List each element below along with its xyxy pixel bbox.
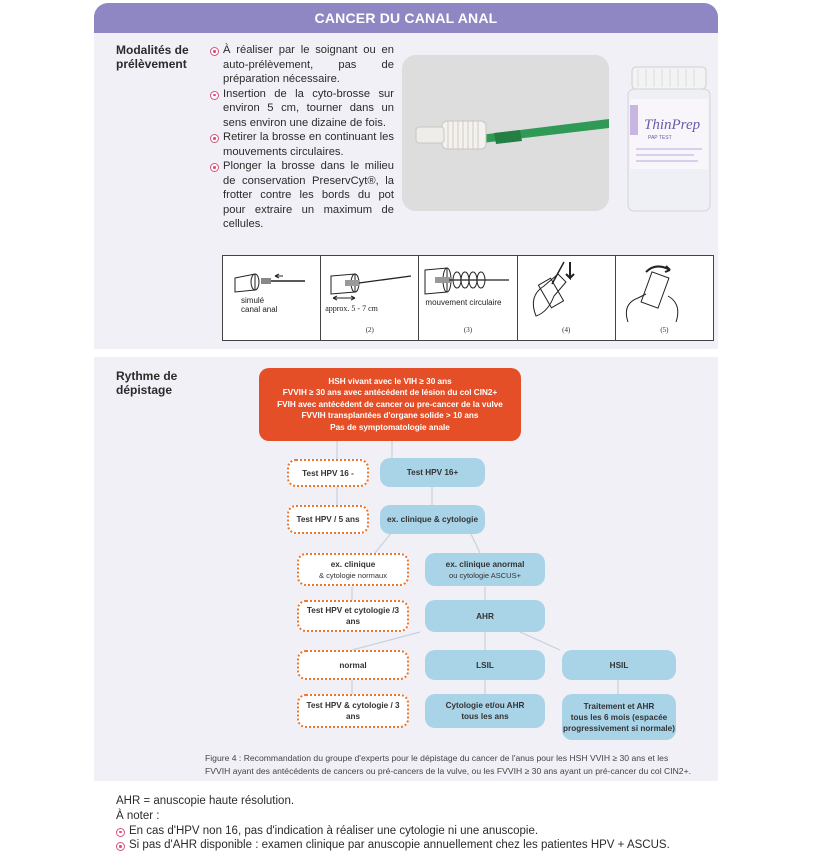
cyto-ahr-line2: tous les ans — [461, 712, 509, 721]
eligibility-box — [259, 368, 521, 441]
step2-number: (2) — [365, 326, 374, 334]
hpv-5ans-box: Test HPV / 5 ans — [287, 505, 369, 534]
exam-normaux-box — [297, 553, 409, 586]
ahr-definition: AHR = anuscopie haute résolution. — [116, 795, 295, 807]
eligibility-line: FVVIH transplantées d'organe solide > 10 ans — [301, 411, 479, 421]
eligibility-line: Pas de symptomatologie anale — [330, 422, 450, 432]
hpv16-positive-box: Test HPV 16+ — [380, 458, 485, 487]
note-item: En cas d'HPV non 16, pas d'indication à réaliser une cytologie ni une anuscopie. — [116, 824, 796, 839]
rythme-label-line1: Rythme de — [116, 369, 178, 383]
prelevement-label-line1: Modalités de — [116, 43, 189, 57]
exam-anormal-box — [425, 553, 545, 586]
traitement-line1: Traitement et AHR — [583, 701, 655, 711]
cytologie-ahr-annuel-box — [425, 694, 545, 728]
ahr-box: AHR — [425, 600, 545, 632]
eligibility-line: FVIH avec antécédent de cancer ou pre-cancer de la vulve — [277, 399, 503, 409]
step1-caption-line1: simulé — [241, 296, 265, 305]
step2-caption: approx. 5 - 7 cm — [325, 304, 378, 313]
traitement-line2: tous les 6 mois (espacée — [570, 712, 668, 722]
exam-normaux-line2: & cytologie normaux — [319, 570, 387, 580]
step3-number: (3) — [463, 326, 473, 334]
figure-caption-line1: Figure 4 : Recommandation du groupe d'experts pour le dépistage du cancer de l'anus pour les HSH VVIH ≥ 30 ans et les — [205, 753, 669, 763]
lsil-box: LSIL — [425, 650, 545, 680]
exam-normaux-line1: ex. clinique — [330, 559, 376, 569]
figure-caption-line2: FVVIH ayant des antécédents de cancers ou pré-cancers de la vulve, ou les FVVIH ≥ 30 ans ayant un pré-cancer du col CIN2+. — [205, 766, 691, 776]
jar-sub-text: PAP TEST — [648, 135, 672, 141]
jar-brand-text: ThinPrep — [644, 117, 701, 133]
a-noter-label: À noter : — [116, 809, 160, 822]
cyto-ahr-line1: Cytologie et/ou AHR — [445, 701, 525, 710]
traitement-ahr-box — [562, 694, 676, 740]
traitement-line3: progressivement si normale) — [563, 723, 675, 733]
notes-block — [116, 794, 796, 853]
bullet-item: Retirer la brosse en continuant les mouvements circulaires. — [209, 130, 394, 159]
eligibility-line: HSH vivant avec le VIH ≥ 30 ans — [328, 376, 452, 386]
step3-caption: mouvement circulaire — [425, 298, 502, 307]
step1-caption-line2: canal anal — [241, 305, 278, 314]
section-banner: CANCER DU CANAL ANAL — [94, 3, 718, 33]
step4-number: (4) — [562, 326, 571, 334]
hpv-cyto-3ans-final-box: Test HPV & cytologie / 3 ans — [297, 694, 409, 728]
rythme-label-line2: dépistage — [116, 383, 173, 397]
note-item: Si pas d'AHR disponible : examen clinique par anuscopie annuellement chez les patientes HPV + ASCUS. — [116, 838, 796, 853]
prelevement-label-line2: prélèvement — [116, 57, 187, 71]
normal-box: normal — [297, 650, 409, 680]
exam-anormal-line1: ex. clinique anormal — [445, 559, 525, 569]
bullet-item: À réaliser par le soignant ou en auto-prélèvement, pas de préparation nécessaire. — [209, 43, 394, 87]
hpv16-negative-box: Test HPV 16 - — [287, 459, 369, 487]
bullet-item: Insertion de la cyto-brosse sur environ 5 cm, tourner dans un sens environ une dizaine de fois. — [209, 87, 394, 131]
bullet-item: Plonger la brosse dans le milieu de conservation PreservCyt®, la frotter contre les bords du pot pour extraire un maximum de cellules. — [209, 159, 394, 232]
exam-anormal-line2: ou cytologie ASCUS+ — [449, 570, 521, 580]
figure-caption — [205, 752, 717, 778]
eligibility-line: FVVIH ≥ 30 ans avec antécédent de lésion du col CIN2+ — [282, 388, 498, 398]
step5-number: (5) — [660, 326, 669, 334]
hpv-cyto-3ans-box: Test HPV et cytologie /3 ans — [297, 600, 409, 632]
hsil-box: HSIL — [562, 650, 676, 680]
exam-clinique-cytologie-box: ex. clinique & cytologie — [380, 505, 485, 534]
